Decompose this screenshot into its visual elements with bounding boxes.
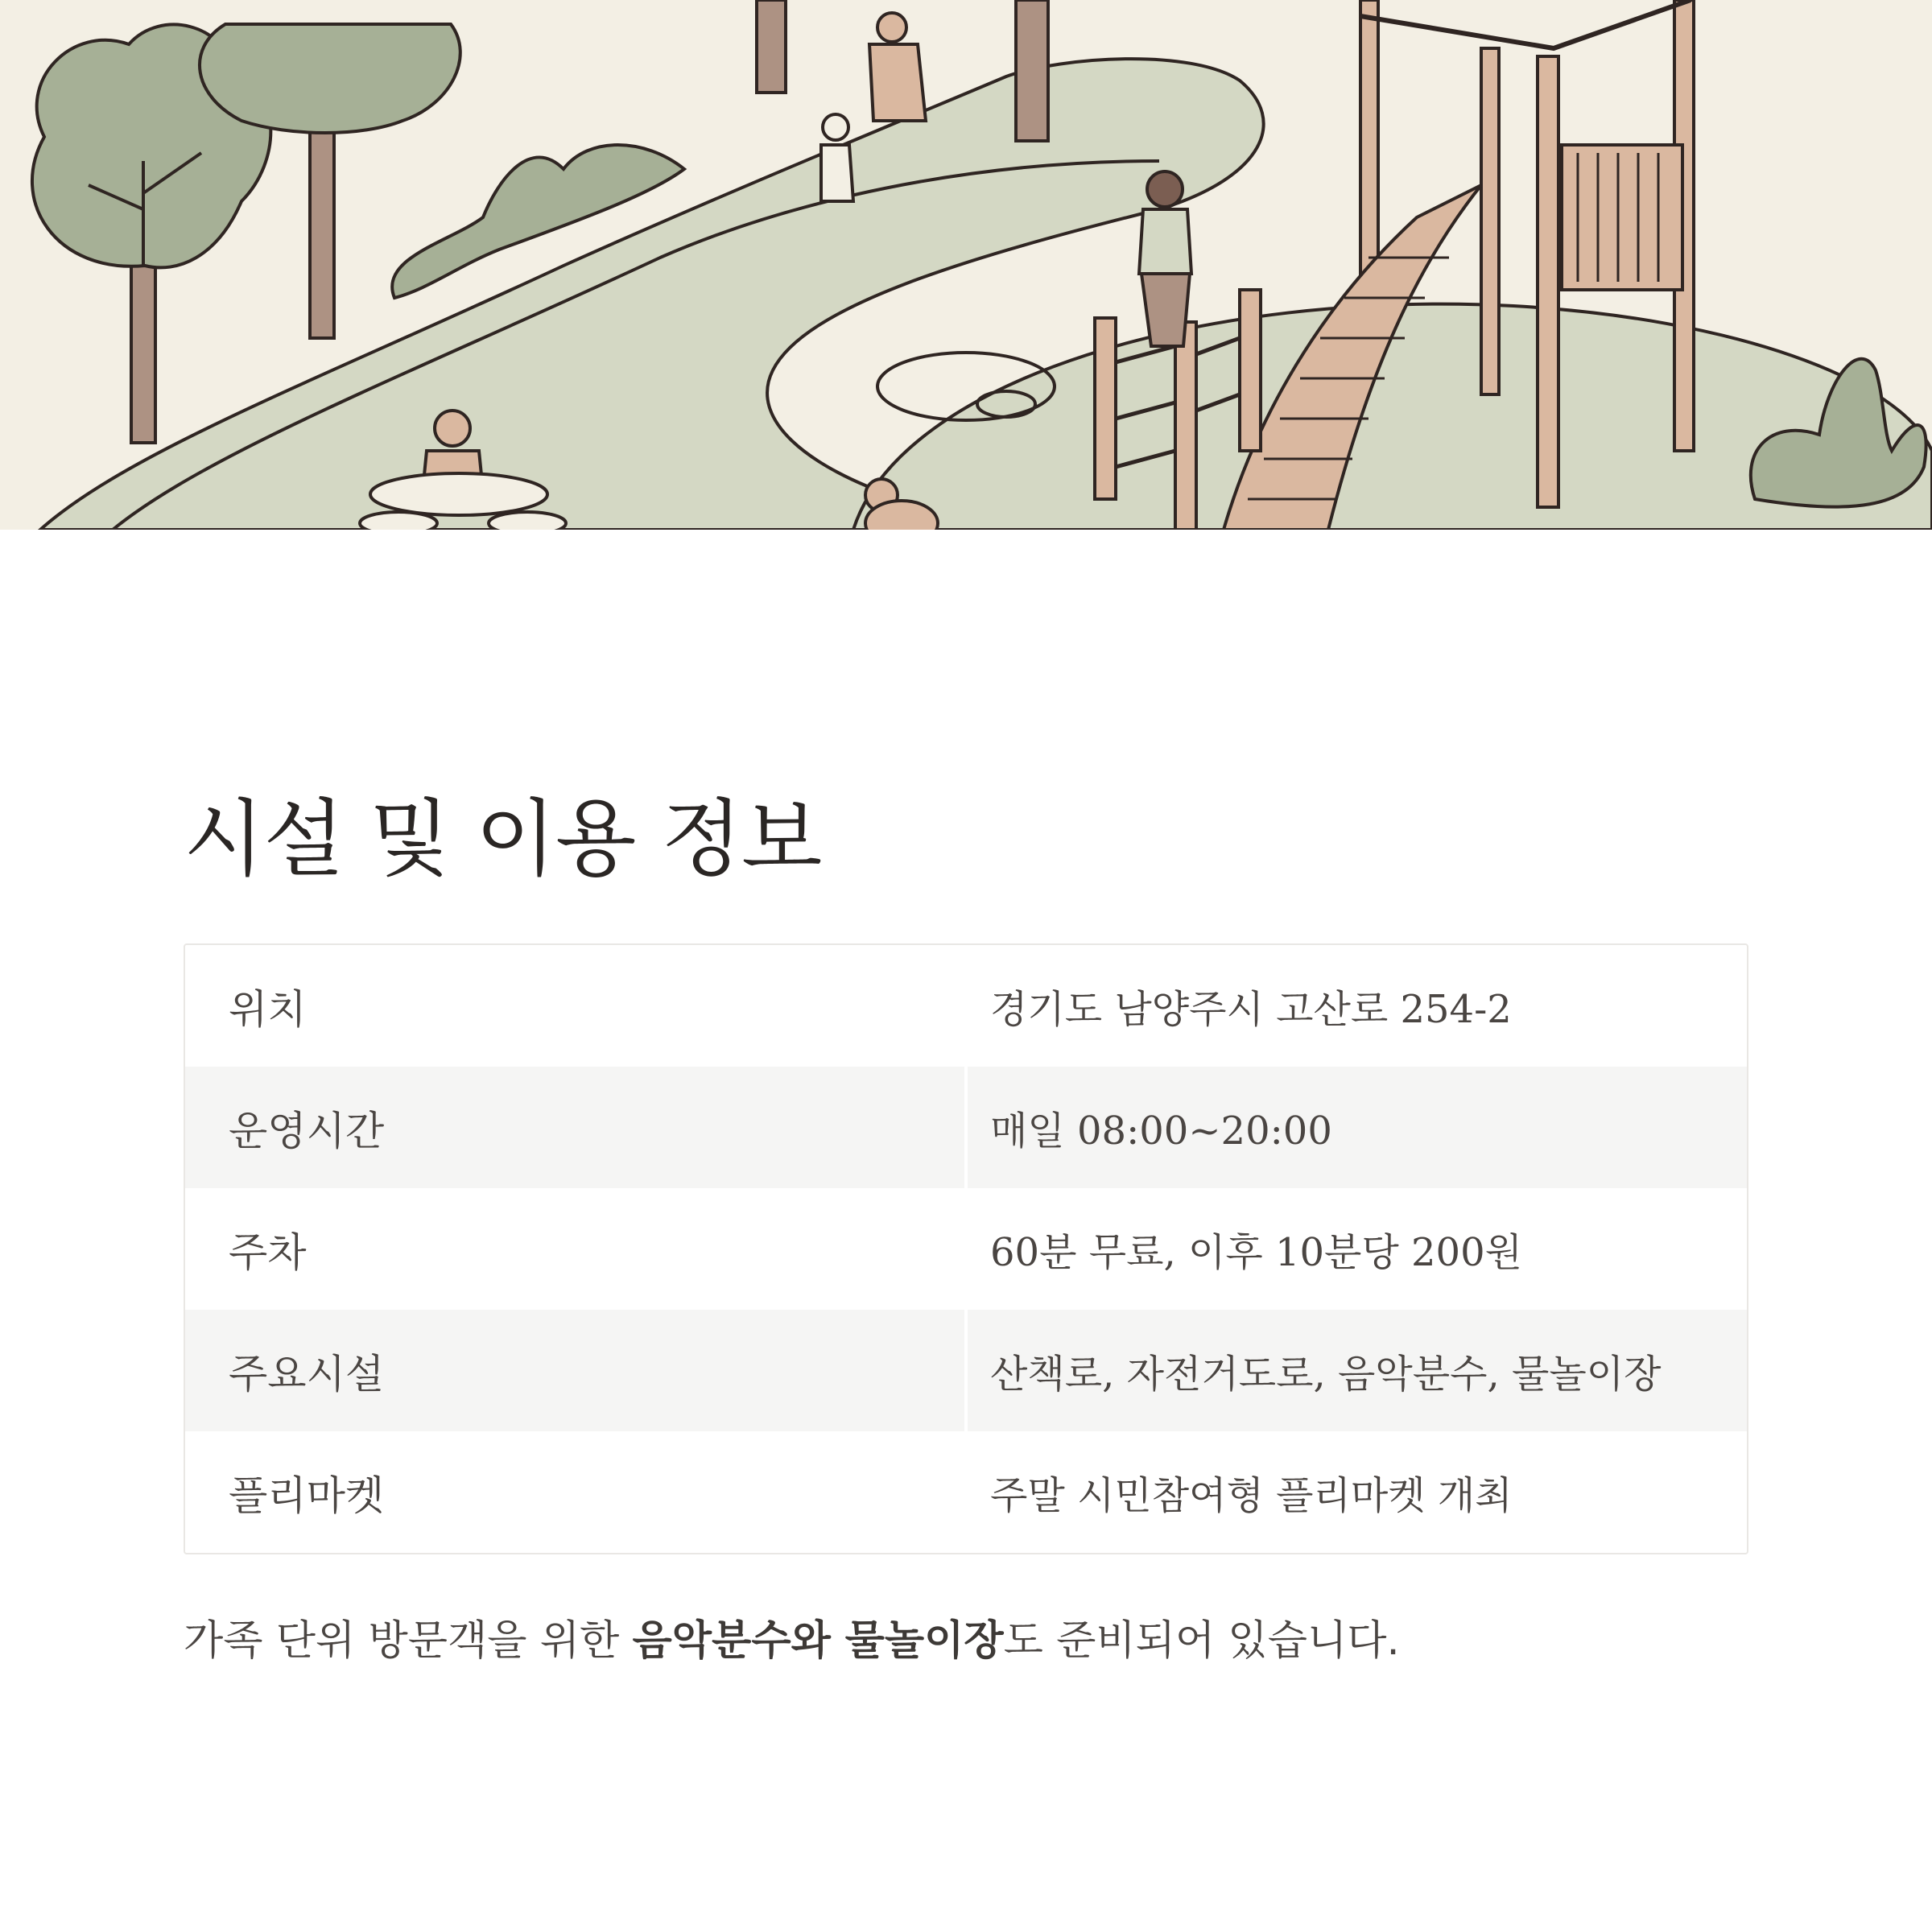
row-value: 60분 무료, 이후 10분당 200원	[990, 1230, 1523, 1275]
table-row-parking	[185, 1188, 1747, 1310]
table-row-facilities	[185, 1310, 1747, 1431]
table-row-hours	[185, 1067, 1747, 1188]
info-table	[184, 943, 1748, 1554]
footnote-text-before: 가족 단위 방문객을 위한	[184, 1617, 633, 1665]
row-label: 주차	[229, 1228, 307, 1276]
row-value: 주말 시민참여형 플리마켓 개최	[990, 1473, 1513, 1518]
page-title: 시설 및 이용 정보	[184, 790, 822, 888]
hero-illustration	[0, 0, 1932, 530]
table-row-flea-market	[185, 1431, 1747, 1553]
row-label: 운영시간	[185, 1067, 968, 1188]
row-value: 매일 08:00~20:00	[968, 1067, 1747, 1188]
footnote-text-after: 도 준비되어 있습니다.	[1003, 1617, 1400, 1665]
row-value: 경기도 남양주시 고산로 254-2	[990, 987, 1512, 1032]
park-playground-illustration	[0, 0, 1932, 530]
row-label: 플리마켓	[229, 1472, 385, 1519]
row-value: 산책로, 자전거도로, 음악분수, 물놀이장	[968, 1310, 1747, 1431]
footnote-emphasis: 음악분수와 물놀이장	[632, 1617, 1004, 1665]
table-row-location	[185, 945, 1747, 1067]
row-label: 주요시설	[185, 1310, 968, 1431]
footnote	[184, 1607, 1400, 1666]
row-label: 위치	[229, 985, 307, 1033]
